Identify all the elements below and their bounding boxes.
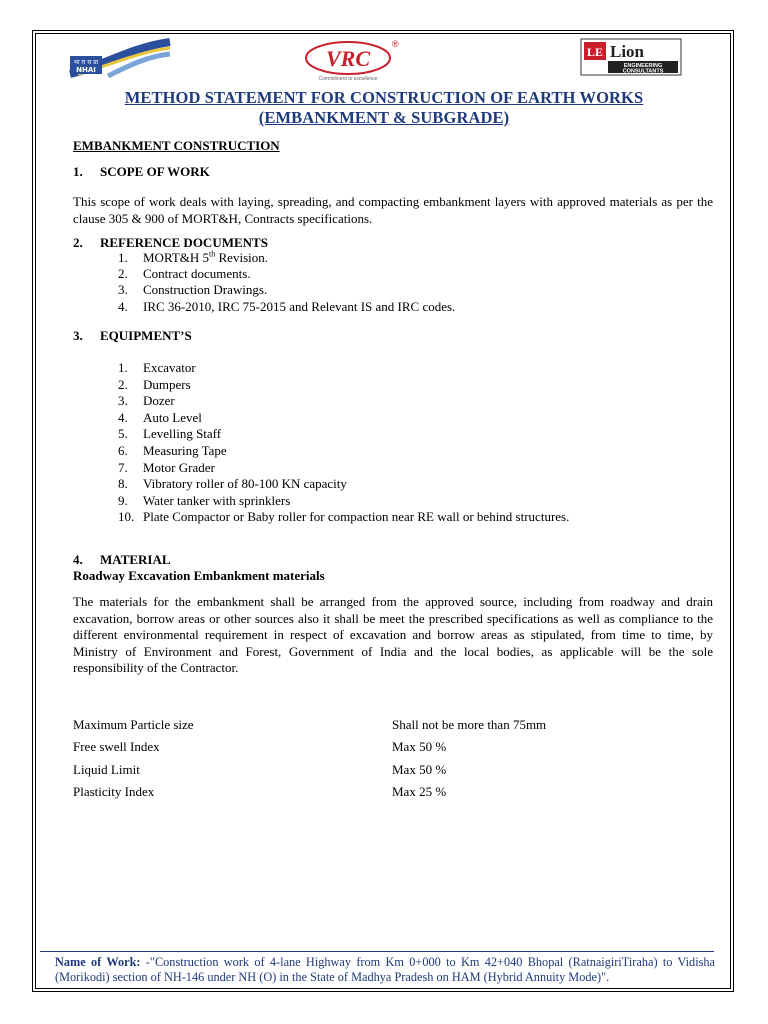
registered-mark: ®	[392, 39, 399, 49]
nhai-hindi-text: भा रा रा प्रा	[73, 59, 99, 66]
scope-text: This scope of work deals with laying, spreading, and compacting embankment layers with approved materials as per the clause 305 & 900 of MORT&H, Contracts specifications.	[73, 194, 713, 226]
property-value: Max 25 %	[392, 783, 447, 799]
equipment-item-number: 1.	[118, 360, 128, 375]
equipment-item-label: Excavator	[143, 360, 196, 375]
footer-divider	[40, 951, 714, 952]
material-heading: MATERIAL	[100, 552, 171, 567]
reference-item-label: MORT&H 5th Revision.	[143, 249, 268, 265]
references-number: 2.	[73, 235, 83, 250]
superscript: th	[209, 249, 216, 259]
reference-item-label: Contract documents.	[143, 266, 251, 282]
equipment-item-label: Motor Grader	[143, 459, 215, 475]
equipment-item-label: Water tanker with sprinklers	[143, 492, 291, 508]
equipment-item-label: Levelling Staff	[143, 426, 222, 442]
equipment-item-label: Dozer	[143, 393, 175, 409]
material-number: 4.	[73, 552, 83, 567]
reference-item-label: IRC 36-2010, IRC 75-2015 and Relevant IS and IRC codes.	[143, 298, 456, 314]
vrc-logo	[298, 38, 400, 82]
lion-sub1: ENGINEERING	[623, 63, 663, 69]
material-subheading: Roadway Excavation Embankment materials	[73, 568, 325, 583]
scope-number: 1.	[73, 164, 83, 179]
property-name: Plasticity Index	[73, 783, 155, 799]
document-title-line2: (EMBANKMENT & SUBGRADE)	[258, 108, 510, 127]
scope-heading: SCOPE OF WORK	[100, 164, 210, 179]
footer-label: Name of Work:	[55, 955, 141, 969]
property-value: Max 50 %	[392, 761, 447, 777]
equipment-item-number: 3.	[118, 393, 128, 409]
reference-item-label: Construction Drawings.	[143, 282, 268, 298]
equipment-heading: EQUIPMENT’S	[100, 328, 192, 343]
equipment-item-number: 6.	[118, 443, 128, 458]
property-name: Free swell Index	[73, 739, 160, 755]
equipment-item-number: 5.	[118, 426, 128, 442]
lion-brand: Lion	[610, 42, 645, 61]
equipment-number: 3.	[73, 328, 83, 343]
equipment-item-label: Vibratory roller of 80-100 KN capacity	[143, 476, 347, 492]
equipment-item-label: Measuring Tape	[143, 443, 227, 458]
equipment-item-number: 7.	[118, 459, 128, 475]
property-name: Liquid Limit	[73, 761, 140, 777]
material-text: The materials for the embankment shall be arranged from the approved source, including from roadway and drain excavation, borrow areas or other sources also it shall be meet the prescribed specifications as well as compliance to the different environmental requirement in respect of excavation and borrow areas as stipulated, from time to time, by Ministry of Environment and Forest, Government of India and the local bodies, as applicable will be the sole responsibility of the Contractor.	[73, 594, 713, 675]
nhai-logo	[68, 38, 172, 78]
references-heading: REFERENCE DOCUMENTS	[100, 235, 268, 250]
equipment-item-number: 8.	[118, 476, 128, 492]
reference-item-number: 3.	[118, 282, 128, 298]
equipment-item-label: Plate Compactor or Baby roller for compaction near RE wall or behind structures.	[143, 509, 570, 525]
nhai-text: NHAI	[76, 66, 96, 74]
footer-name-of-work	[55, 955, 715, 985]
property-value: Shall not be more than 75mm	[392, 717, 547, 732]
lion-sub2: CONSULTANTS	[622, 68, 664, 75]
reference-item-number: 4.	[118, 298, 128, 314]
section-heading: EMBANKMENT CONSTRUCTION	[73, 138, 280, 153]
reference-item-number: 2.	[118, 266, 128, 282]
document-title-line1: METHOD STATEMENT FOR CONSTRUCTION OF EARTH WORKS	[124, 88, 644, 107]
property-value: Max 50 %	[392, 739, 447, 755]
footer-text: -"Construction work of 4-lane Highway from Km 0+000 to Km 42+040 Bhopal (RatnaigiriTiraha) to Vidisha (Morikodi) section of NH-146 under NH (O) in the State of Madhya Pradesh on HAM (Hybrid Annuity Mode)".	[55, 955, 716, 984]
equipment-item-number: 2.	[118, 376, 128, 392]
equipment-item-label: Auto Level	[143, 409, 202, 425]
property-name: Maximum Particle size	[73, 717, 194, 732]
equipment-item-label: Dumpers	[143, 376, 191, 392]
equipment-item-number: 10.	[118, 509, 135, 525]
equipment-item-number: 4.	[118, 409, 128, 425]
svg-text:LE: LE	[586, 45, 604, 59]
reference-item-number: 1.	[118, 250, 128, 265]
vrc-tagline: Commitment to excellence	[318, 76, 378, 82]
vrc-text: VRC	[325, 46, 371, 71]
lion-engineering-logo	[580, 38, 682, 76]
equipment-item-number: 9.	[118, 492, 128, 508]
